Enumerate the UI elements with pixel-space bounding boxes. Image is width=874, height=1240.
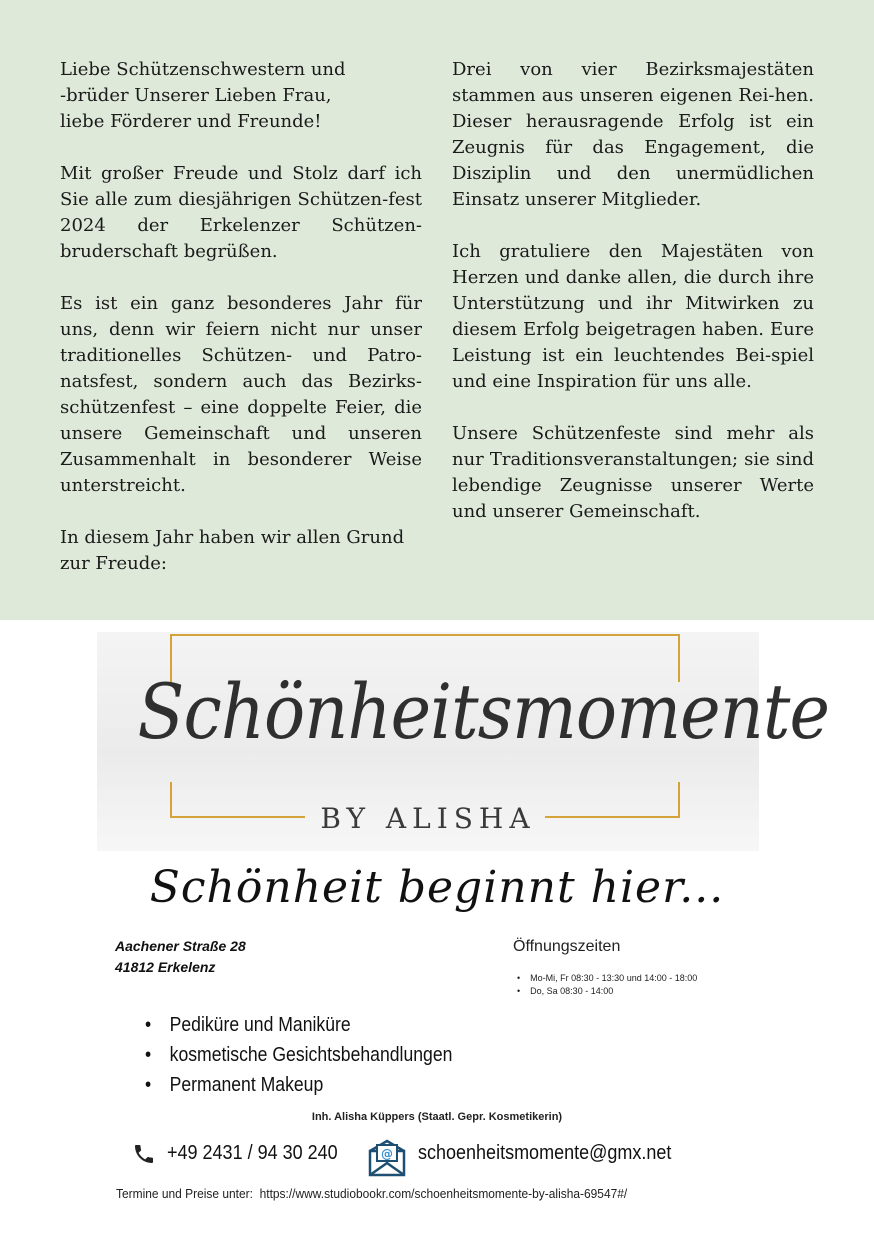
opening-hours-item: • Mo-Mi, Fr 08:30 - 13:30 und 14:00 - 18:00 (517, 972, 697, 985)
phone-number[interactable]: +49 2431 / 94 30 240 (167, 1142, 338, 1164)
brand-logo (97, 632, 830, 851)
services-list (145, 1010, 452, 1100)
tagline: Schönheit beginnt hier... (149, 862, 725, 913)
opening-hours-title: Öffnungszeiten (513, 938, 621, 955)
booking-link[interactable]: https://www.studiobookr.com/schoenheitsmomente-by-alisha-69547#/ (259, 1186, 628, 1201)
logo-script-text: Schönheitsmomente (137, 667, 830, 756)
email-address[interactable]: schoenheitsmomente@gmx.net (418, 1142, 672, 1164)
letter-paragraph: In diesem Jahr haben wir allen Grund zur Freude: (60, 527, 405, 574)
address (115, 936, 246, 978)
letter-paragraph: Mit großer Freude und Stolz darf ich Sie alle zum diesjährigen Schützen-fest 2024 der Erkelenzer Schützen-bruderschaft begrüßen. (60, 163, 422, 262)
termine-label: Termine und Preise unter: (116, 1186, 253, 1201)
opening-hours-item: • Do, Sa 08:30 - 14:00 (517, 985, 697, 998)
letter-left-column (60, 57, 422, 603)
service-item: • kosmetische Gesichtsbehandlungen (145, 1040, 452, 1070)
opening-hours-list (517, 972, 697, 998)
service-item: • Pediküre und Maniküre (145, 1010, 452, 1040)
letter-paragraph: Ich gratuliere den Majestäten von Herzen und danke allen, die durch ihre Unterstützung und ihr Mitwirken zu diesem Erfolg beigetragen haben. Eure Leistung ist ein leuchtendes Bei-spiel und eine Inspiration für uns alle. (452, 241, 814, 392)
letter-right-column (452, 57, 814, 551)
service-item: • Permanent Makeup (145, 1070, 452, 1100)
letter-paragraph: Unsere Schützenfeste sind mehr als nur Traditionsveranstaltungen; sie sind lebendige Zeugnisse unserer Werte und unserer Gemeinschaft. (452, 423, 814, 522)
address-city: 41812 Erkelenz (115, 959, 216, 975)
svg-text:@: @ (381, 1147, 393, 1161)
logo-frame-top (170, 634, 680, 636)
address-street: Aachener Straße 28 (115, 938, 246, 954)
owner-line: Inh. Alisha Küppers (Staatl. Gepr. Kosmetikerin) (311, 1111, 563, 1123)
letter-paragraph: Drei von vier Bezirksmajestäten stammen aus unseren eigenen Rei-hen. Dieser herausragende Erfolg ist ein Zeugnis für das Engagement, die Disziplin und den unermüdlichen Einsatz unserer Mitglieder. (452, 59, 814, 210)
termine-line (116, 1186, 627, 1201)
envelope-icon (366, 1137, 408, 1184)
greeting-paragraph: Liebe Schützenschwestern und -brüder Unserer Lieben Frau, liebe Förderer und Freunde! (60, 59, 346, 132)
phone-icon (132, 1142, 156, 1171)
logo-by-text: BY ALISHA (320, 802, 536, 835)
letter-paragraph: Es ist ein ganz besonderes Jahr für uns, denn wir feiern nicht nur unser traditionelles Schützen- und Patro-natsfest, sondern auch das Bezirks-schützenfest – eine doppelte Feier, die unsere Gemeinschaft und unseren Zusammenhalt in besonderer Weise unterstreicht. (60, 293, 422, 496)
